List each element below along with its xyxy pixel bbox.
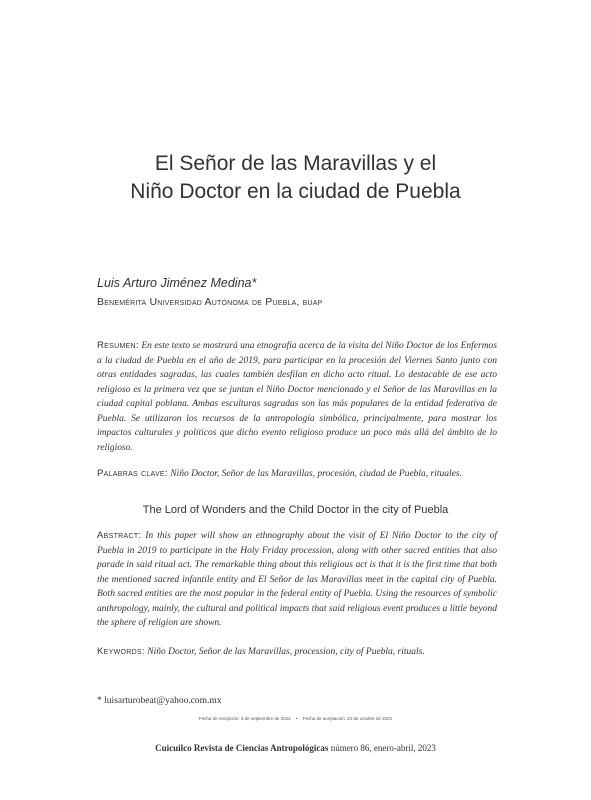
dates-separator: • bbox=[295, 716, 298, 721]
accepted-date: Fecha de aceptación: 24 de octubre de 2022 bbox=[302, 716, 393, 721]
article-title-line-1: El Señor de las Maravillas y el bbox=[154, 152, 437, 175]
journal-issue: número 86, enero-abril, 2023 bbox=[330, 743, 436, 753]
keywords-label: Keywords: bbox=[97, 646, 145, 657]
received-date: Fecha de recepción: 3 de septiembre de 2022 bbox=[198, 716, 291, 721]
palabras-clave-paragraph bbox=[97, 467, 497, 482]
article-title bbox=[0, 150, 591, 206]
abstract-paragraph bbox=[97, 529, 497, 631]
resumen-paragraph bbox=[97, 339, 497, 455]
resumen-label: Resumen: bbox=[97, 340, 139, 351]
abstract-text: In this paper will show an ethnography about the visit of El Niño Doctor to the city of Puebla in 2019 to participate in the Holy Friday procession, along with other sacred entities that also parade in said ritual act. The remarkable thing about this religious act is that it is the first time that both the mentioned sacred infantile entity and El Señor de las Maravillas meet in the capital city of Puebla. Both sacred entities are the most popular in the federal entity of Puebla. Using the resources of symbolic anthropology, mainly, the cultural and political impacts that said religious event produces a little beyond the sphere of religion are shown. bbox=[97, 531, 498, 628]
keywords-text: Niño Doctor, Señor de las Maravillas, procession, city of Puebla, rituals. bbox=[147, 647, 425, 657]
english-title: The Lord of Wonders and the Child Doctor in the city of Puebla bbox=[142, 504, 449, 516]
journal-footer bbox=[0, 743, 591, 753]
author-affiliation: Benemérita Universidad Autónoma de Puebla, buap bbox=[97, 296, 323, 308]
author-name: Luis Arturo Jiménez Medina* bbox=[97, 276, 257, 290]
resumen-text: En este texto se mostrará una etnografía acerca de la visita del Niño Doctor de los Enfermos a la ciudad de Puebla en el año de 2019, para participar en la procesión del Viernes Santo junto con otras entidades sagradas, las cuales también desfilan en dicho acto ritual. Lo destacable de ese acto religioso es la primera vez que se juntan el Niño Doctor mencionado y el Señor de las Maravillas en la ciudad capital poblana. Ambas esculturas sagradas son las más populares de la entidad federativa de Puebla. Se utilizaron los recursos de la antropología simbólica, principalmente, para mostrar los impactos culturales y políticos que dicho evento religioso produce un poco más allá del ámbito de lo religioso. bbox=[97, 341, 498, 453]
palabras-clave-text: Niño Doctor, Señor de las Maravillas, procesión, ciudad de Puebla, rituales. bbox=[170, 469, 462, 479]
submission-dates bbox=[0, 716, 591, 721]
abstract-label: Abstract: bbox=[97, 530, 142, 541]
article-title-line-2: Niño Doctor en la ciudad de Puebla bbox=[130, 180, 461, 203]
journal-name: Cuicuilco Revista de Ciencias Antropológicas bbox=[155, 743, 329, 753]
author-email-footnote: * luisarturobeat@yahoo.com.mx bbox=[97, 696, 222, 706]
keywords-paragraph bbox=[97, 645, 497, 660]
palabras-clave-label: Palabras clave: bbox=[97, 468, 168, 479]
